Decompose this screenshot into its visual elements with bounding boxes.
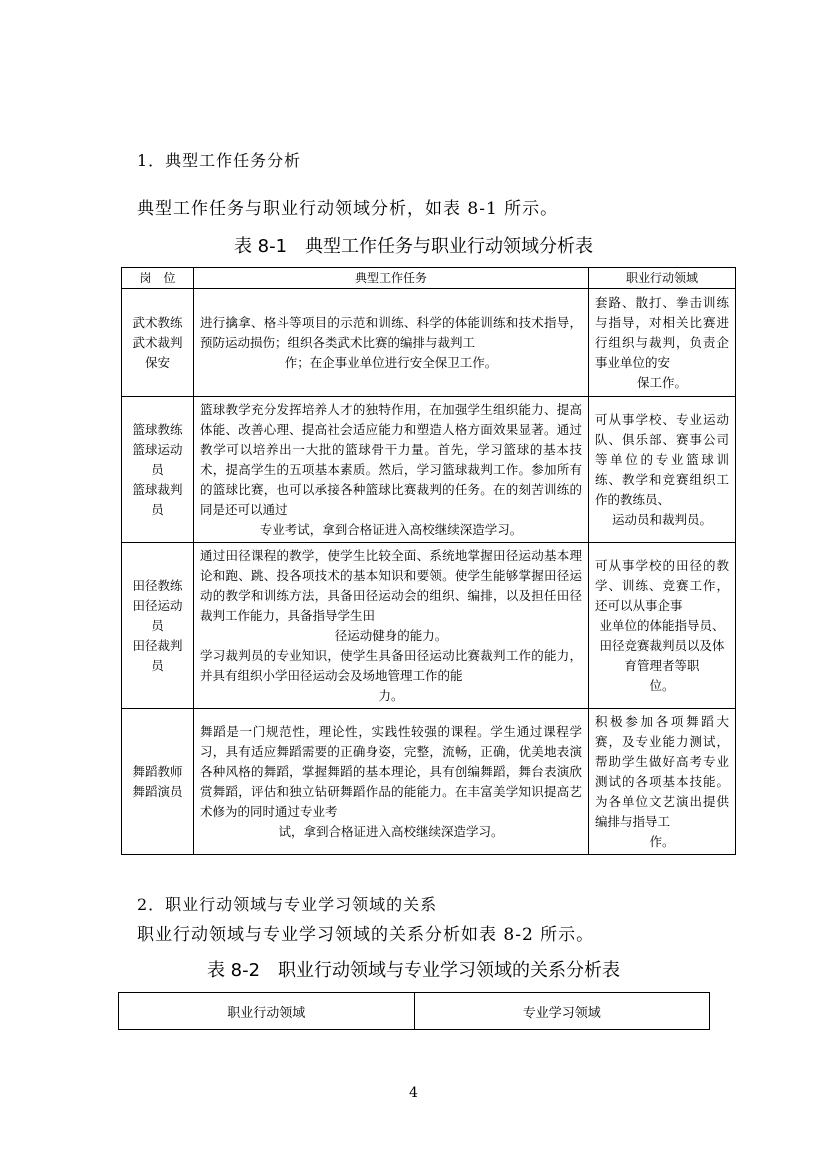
table2-caption: 表 8-2 职业行动领域与专业学习领域的关系分析表 bbox=[206, 960, 621, 981]
header-position: 岗 位 bbox=[122, 268, 194, 289]
section1-heading: 1．典型工作任务分析 bbox=[137, 151, 302, 170]
task-text: 进行擒拿、格斗等项目的示范和训练、科学的体能训练和技术指导，预防运动损伤；组织各类武术比赛的编排与裁判工 bbox=[200, 314, 582, 350]
table-header-row bbox=[122, 268, 736, 289]
field-cell bbox=[589, 397, 736, 543]
header-typical-task: 典型工作任务 bbox=[194, 268, 589, 289]
section2-heading: 2．职业行动领域与专业学习领域的关系 bbox=[137, 895, 438, 914]
header-learning-field: 专业学习领域 bbox=[414, 993, 710, 1030]
relation-analysis-table bbox=[118, 992, 710, 1030]
task-cell bbox=[194, 709, 589, 855]
field-text-last: 位。 bbox=[649, 677, 675, 693]
task-text-last: 力。 bbox=[378, 687, 404, 703]
task-cell bbox=[194, 289, 589, 397]
field-cell bbox=[589, 709, 736, 855]
field-text-last: 保工作。 bbox=[636, 374, 687, 390]
table-row bbox=[122, 289, 736, 397]
role-cell: 舞蹈教师 舞蹈演员 bbox=[122, 709, 194, 855]
header-action-field: 职业行动领域 bbox=[119, 993, 415, 1030]
page-number: 4 bbox=[409, 1085, 418, 1101]
task-text-last: 作；在企事业单位进行安全保卫工作。 bbox=[284, 354, 498, 370]
section2-intro: 职业行动领域与专业学习领域的关系分析如表 8-2 所示。 bbox=[137, 925, 595, 945]
field-cell bbox=[589, 543, 736, 709]
field-text: 可从事学校、专业运动队、俱乐部、赛事公司等单位的专业篮球训练、教学和竞赛组织工作的教练员、 bbox=[595, 411, 729, 507]
field-text: 可从事学校的田径的教学、训练、竞赛工作，还可以从事企事 bbox=[595, 557, 729, 613]
task-cell bbox=[194, 543, 589, 709]
table-row bbox=[122, 709, 736, 855]
task-text-last: 专业考试，拿到合格证进入高校继续深造学习。 bbox=[259, 521, 523, 537]
task-text-second: 学习裁判员的专业知识，使学生具备田径运动比赛裁判工作的能力，并具有组织小学田径运动会及场地管理工作的能 bbox=[200, 647, 582, 683]
section1-intro: 典型工作任务与职业行动领域分析，如表 8-1 所示。 bbox=[137, 199, 559, 219]
field-text: 套路、散打、拳击训练与指导，对相关比赛进行组织与裁判，负责企事业单位的安 bbox=[595, 294, 729, 370]
task-text-last: 试，拿到合格证进入高校继续深造学习。 bbox=[278, 823, 504, 839]
field-text-last: 作。 bbox=[649, 833, 675, 849]
role-cell: 篮球教练 篮球运动员 篮球裁判员 bbox=[122, 397, 194, 543]
task-analysis-table bbox=[121, 267, 736, 855]
table-row bbox=[122, 397, 736, 543]
task-text: 通过田径课程的教学，使学生比较全面、系统地掌握田径运动基本理论和跑、跳、投各项技术的基本知识和要领。使学生能够掌握田径运动的教学和训练方法，具备田径运动会的组织、编排，以及担任田径裁判工作能力，具备指导学生田 bbox=[200, 547, 582, 623]
header-action-field: 职业行动领域 bbox=[589, 268, 736, 289]
task-cell bbox=[194, 397, 589, 543]
role-cell: 武术教练 武术裁判 保安 bbox=[122, 289, 194, 397]
field-cell bbox=[589, 289, 736, 397]
task-text: 舞蹈是一门规范性，理论性，实践性较强的课程。学生通过课程学习，具有适应舞蹈需要的正确身姿，完整，流畅，正确，优美地表演各种风格的舞蹈，掌握舞蹈的基本理论，具有创编舞蹈，舞台表演欣赏舞蹈，评估和独立钻研舞蹈作品的能能力。在丰富美学知识提高艺术修为的同时通过专业考 bbox=[200, 723, 582, 819]
field-text-last: 运动员和裁判员。 bbox=[611, 511, 712, 527]
task-text: 篮球教学充分发挥培养人才的独特作用，在加强学生组织能力、提高体能、改善心理、提高社会适应能力和塑造人格方面效果显著。通过教学可以培养出一大批的篮球骨干力量。首先，学习篮球的基本技术，提高学生的五项基本素质。然后，学习篮球裁判工作。参加所有的篮球比赛，也可以承接各种篮球比赛裁判的任务。在的刻苦训练的同是还可以通过 bbox=[200, 401, 582, 517]
field-text: 积极参加各项舞蹈大赛，及专业能力测试，帮助学生做好高考专业测试的各项基本技能。为各单位文艺演出提供编排与指导工 bbox=[595, 713, 729, 829]
table-row bbox=[122, 543, 736, 709]
field-text-mid: 业单位的体能指导员、田径竞赛裁判员以及体育管理者等职 bbox=[599, 617, 725, 673]
role-cell: 田径教练 田径运动员 田径裁判员 bbox=[122, 543, 194, 709]
table-header-row bbox=[119, 993, 710, 1030]
task-text-mid: 径运动健身的能力。 bbox=[334, 627, 448, 643]
table1-caption: 表 8-1 典型工作任务与职业行动领域分析表 bbox=[233, 236, 594, 257]
